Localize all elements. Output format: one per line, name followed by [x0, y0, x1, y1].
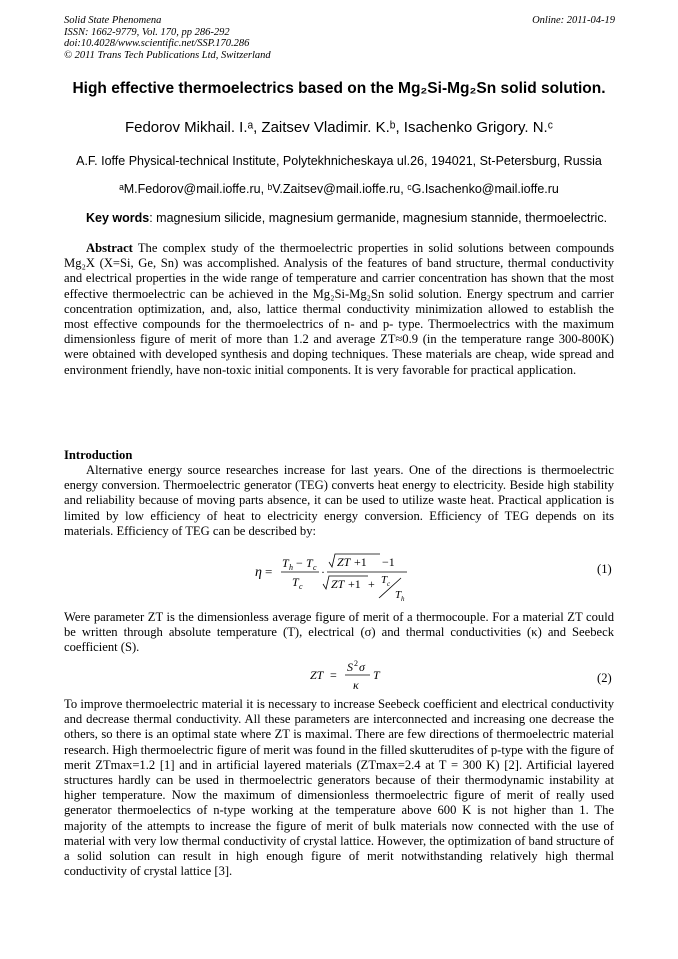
abstract-label: Abstract — [86, 241, 133, 255]
svg-text:ZT: ZT — [331, 577, 345, 591]
svg-text:·: · — [321, 565, 325, 579]
svg-text:=: = — [265, 564, 273, 579]
affiliation: A.F. Ioffe Physical-technical Institute, Polytekhnicheskaya ul.26, 194021, St-Petersburg, Russia — [76, 154, 602, 168]
svg-text:=: = — [330, 668, 337, 682]
paper-title: High effective thermoelectrics based on the Mg₂Si-Mg₂Sn solid solution. — [72, 80, 606, 97]
intro-p3-text: To improve thermoelectric material it is necessary to increase Seebeck coefficient and electrical conductivity and decrease thermal conductivity. All these parameters are interconnected and increasing one decrease the others, so there is an optimal state where ZT is maximal. There are few directions of thermoelectric material research. High thermoelectric figure of merit was found in the filled skutterudites of p-type with the figure of merit ZTmax=1.2 [1] and in artificial layered materials (ZTmax=2.4 at T = 300 K) [2]. Artificial layered structures hardly can be used in thermoelectric generators because of their thermodynamic instability at higher temperature. Now the maximum of dimensionless thermoelectric figure of merit of really used generator thermoelectics of n-type working at the temperature above 600 K is not higher than 1. The majority of the attempts to increase the figure of merit of bulk materials now connected with the use of material with very low thermal conductivity of crystal lattice. However, the optimization of band structure of a solid solution can result in high enough figure of merit notwithstanding relatively high thermal conductivity of crystal lattice [3]. — [64, 697, 614, 879]
svg-text:h: h — [401, 595, 405, 602]
abstract-section — [64, 241, 614, 378]
intro-paragraph-1 — [64, 463, 614, 539]
keywords-text: : magnesium silicide, magnesium germanide, magnesium stannide, thermoelectric. — [149, 211, 608, 225]
issn-line: ISSN: 1662-9779, Vol. 170, pp 286-292 — [64, 26, 230, 38]
author-emails: ᵃM.Fedorov@mail.ioffe.ru, ᵇV.Zaitsev@mail.ioffe.ru, ᶜG.Isachenko@mail.ioffe.ru — [119, 182, 559, 196]
doi-line: doi:10.4028/www.scientific.net/SSP.170.286 — [64, 38, 250, 49]
journal-name: Solid State Phenomena — [64, 15, 162, 26]
introduction-heading: Introduction — [64, 448, 133, 462]
svg-text:+1: +1 — [348, 577, 361, 591]
svg-text:T: T — [395, 589, 402, 601]
author-list: Fedorov Mikhail. I.ᵃ, Zaitsev Vladimir. K.ᵇ, Isachenko Grigory. N.ᶜ — [124, 119, 554, 136]
svg-text:σ: σ — [359, 660, 365, 674]
svg-text:T: T — [292, 575, 299, 589]
svg-text:κ: κ — [353, 678, 359, 692]
intro-paragraph-2 — [64, 610, 614, 656]
intro-paragraph-3 — [64, 697, 614, 879]
svg-text:ZT: ZT — [337, 555, 351, 569]
svg-text:c: c — [387, 580, 391, 588]
intro-p1-text: Alternative energy source researches increase for last years. One of the directions is thermoelectric energy conversion. Thermoelectric generator (TEG) converts heat energy to electricity. Beside high stability and reliability because of moving parts absence, it can be used to utilize waste heat. Practical application is limited by low efficiency of heat to electricity energy conversion. Efficiency of TEG depends on its materials. Efficiency of TEG can be described by: — [64, 463, 614, 538]
equation-2-number: (2) — [597, 671, 612, 685]
svg-text:T: T — [373, 668, 380, 682]
svg-text:+: + — [368, 577, 375, 591]
svg-text:η: η — [255, 565, 262, 580]
online-date: Online: 2011-04-19 — [532, 15, 615, 26]
svg-text:c: c — [313, 563, 317, 572]
intro-p2-text: Were parameter ZT is the dimensionless average figure of merit of a thermocouple. For a material ZT could be written through absolute temperature (T), electrical (σ) and thermal conductivities (κ) and Seebeck coefficient (S). — [64, 610, 614, 655]
svg-text:T: T — [282, 556, 289, 570]
svg-text:h: h — [289, 563, 293, 572]
svg-text:−1: −1 — [382, 555, 395, 569]
abstract-text: The complex study of the thermoelectric properties in solid solutions between compounds Mg₂X (X=Si, Ge, Sn) was accomplished. Analysis of the features of band structure, thermal conductivity and electrical properties in the wide range of temperature and carrier concentration has shown that the most effective thermoelectric can be achieved in the Mg₂Si-Mg₂Sn solid solution. Energy spectrum and carrier concentration optimization, and, also, lattice thermal conductivity minimization allowed to establish the most effective compounds for the thermoelectrics of n- and p- type. Thermoelectrics with the maximum dimensionless figure of merit of more than 1.2 and average ZT≈0.9 (in the temperature range 300-800K) were obtained with developed synthesis and doping techniques. These materials are cheap, wide spread and environment friendly, have non-toxic initial components. It is very favorable for practical application. — [64, 241, 614, 377]
svg-text:+1: +1 — [354, 555, 367, 569]
svg-text:S: S — [347, 660, 353, 674]
journal-header — [64, 15, 271, 61]
copyright-line: © 2011 Trans Tech Publications Ltd, Switzerland — [64, 49, 271, 61]
svg-text:−: − — [296, 556, 303, 570]
svg-text:T: T — [306, 556, 313, 570]
svg-text:2: 2 — [354, 659, 358, 668]
svg-text:T: T — [381, 574, 388, 586]
keywords — [86, 211, 607, 225]
equation-efficiency — [255, 548, 415, 602]
equation-1-number: (1) — [597, 562, 612, 576]
equation-figure-of-merit — [310, 659, 400, 693]
keywords-label: Key words — [86, 211, 150, 225]
svg-text:c: c — [299, 582, 303, 591]
svg-text:ZT: ZT — [310, 668, 324, 682]
